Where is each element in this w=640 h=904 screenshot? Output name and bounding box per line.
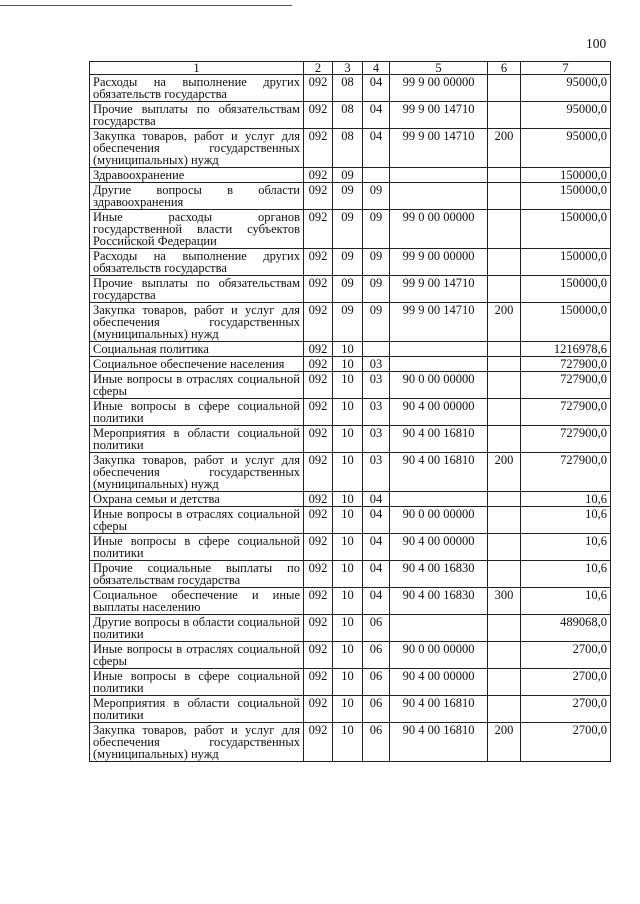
table-row xyxy=(90,249,611,276)
expense-name-cell: Социальное обеспечение населения xyxy=(90,357,304,372)
amount-cell: 489068,0 xyxy=(521,615,611,642)
section-code-cell: 10 xyxy=(333,372,363,399)
subsection-code-cell: 09 xyxy=(363,303,390,342)
subsection-code-cell: 04 xyxy=(363,129,390,168)
amount-cell: 10,6 xyxy=(521,507,611,534)
ministry-code-cell: 092 xyxy=(304,453,333,492)
target-article-cell: 90 4 00 00000 xyxy=(390,534,488,561)
subsection-code-cell: 06 xyxy=(363,696,390,723)
expense-name-cell: Здравоохранение xyxy=(90,168,304,183)
subsection-code-cell: 04 xyxy=(363,534,390,561)
table-row xyxy=(90,453,611,492)
table-header-row xyxy=(90,62,611,75)
section-code-cell: 10 xyxy=(333,723,363,762)
target-article-cell: 99 9 00 14710 xyxy=(390,129,488,168)
ministry-code-cell: 092 xyxy=(304,183,333,210)
column-header-5: 5 xyxy=(390,62,488,75)
expense-type-cell xyxy=(488,669,521,696)
ministry-code-cell: 092 xyxy=(304,303,333,342)
expense-name-cell: Охрана семьи и детства xyxy=(90,492,304,507)
section-code-cell: 08 xyxy=(333,129,363,168)
ministry-code-cell: 092 xyxy=(304,399,333,426)
section-code-cell: 09 xyxy=(333,276,363,303)
target-article-cell xyxy=(390,342,488,357)
subsection-code-cell: 09 xyxy=(363,276,390,303)
subsection-code-cell: 09 xyxy=(363,183,390,210)
section-code-cell: 10 xyxy=(333,696,363,723)
target-article-cell xyxy=(390,492,488,507)
section-code-cell: 08 xyxy=(333,102,363,129)
target-article-cell xyxy=(390,615,488,642)
header-rule xyxy=(0,5,292,6)
expense-type-cell xyxy=(488,249,521,276)
expense-type-cell xyxy=(488,696,521,723)
section-code-cell: 10 xyxy=(333,357,363,372)
amount-cell: 95000,0 xyxy=(521,129,611,168)
expense-name-cell: Закупка товаров, работ и услуг для обеспечения государственных (муниципальных) нужд xyxy=(90,129,304,168)
expense-name-cell: Социальная политика xyxy=(90,342,304,357)
amount-cell: 727900,0 xyxy=(521,426,611,453)
section-code-cell: 10 xyxy=(333,426,363,453)
section-code-cell: 10 xyxy=(333,642,363,669)
target-article-cell: 90 0 00 00000 xyxy=(390,642,488,669)
ministry-code-cell: 092 xyxy=(304,507,333,534)
target-article-cell: 90 4 00 00000 xyxy=(390,669,488,696)
ministry-code-cell: 092 xyxy=(304,534,333,561)
ministry-code-cell: 092 xyxy=(304,642,333,669)
expense-name-cell: Другие вопросы в области социальной политики xyxy=(90,615,304,642)
table-row xyxy=(90,372,611,399)
subsection-code-cell: 09 xyxy=(363,210,390,249)
expense-name-cell: Расходы на выполнение других обязательств государства xyxy=(90,75,304,102)
expense-name-cell: Прочие выплаты по обязательствам государства xyxy=(90,276,304,303)
table-row xyxy=(90,342,611,357)
amount-cell: 727900,0 xyxy=(521,399,611,426)
expense-type-cell xyxy=(488,168,521,183)
amount-cell: 727900,0 xyxy=(521,372,611,399)
table-row xyxy=(90,399,611,426)
subsection-code-cell: 03 xyxy=(363,453,390,492)
expense-type-cell: 200 xyxy=(488,723,521,762)
subsection-code-cell: 06 xyxy=(363,669,390,696)
table-row xyxy=(90,357,611,372)
ministry-code-cell: 092 xyxy=(304,588,333,615)
section-code-cell: 08 xyxy=(333,75,363,102)
expense-type-cell xyxy=(488,372,521,399)
expense-name-cell: Иные вопросы в сфере социальной политики xyxy=(90,534,304,561)
target-article-cell: 99 9 00 00000 xyxy=(390,249,488,276)
ministry-code-cell: 092 xyxy=(304,615,333,642)
ministry-code-cell: 092 xyxy=(304,492,333,507)
column-header-6: 6 xyxy=(488,62,521,75)
target-article-cell: 99 9 00 14710 xyxy=(390,303,488,342)
table-row xyxy=(90,534,611,561)
ministry-code-cell: 092 xyxy=(304,276,333,303)
amount-cell: 727900,0 xyxy=(521,357,611,372)
expense-type-cell xyxy=(488,534,521,561)
amount-cell: 95000,0 xyxy=(521,75,611,102)
subsection-code-cell xyxy=(363,168,390,183)
target-article-cell: 99 9 00 14710 xyxy=(390,276,488,303)
table-body xyxy=(90,75,611,762)
expense-name-cell: Иные расходы органов государственной власти субъектов Российской Федерации xyxy=(90,210,304,249)
table-row xyxy=(90,168,611,183)
subsection-code-cell: 09 xyxy=(363,249,390,276)
ministry-code-cell: 092 xyxy=(304,102,333,129)
table-row xyxy=(90,696,611,723)
table-row xyxy=(90,276,611,303)
amount-cell: 150000,0 xyxy=(521,210,611,249)
expense-name-cell: Мероприятия в области социальной политики xyxy=(90,696,304,723)
table-row xyxy=(90,588,611,615)
column-header-1: 1 xyxy=(90,62,304,75)
table-row xyxy=(90,426,611,453)
ministry-code-cell: 092 xyxy=(304,75,333,102)
ministry-code-cell: 092 xyxy=(304,723,333,762)
table-row xyxy=(90,492,611,507)
subsection-code-cell: 06 xyxy=(363,642,390,669)
target-article-cell: 99 9 00 00000 xyxy=(390,75,488,102)
section-code-cell: 10 xyxy=(333,399,363,426)
expense-name-cell: Мероприятия в области социальной политики xyxy=(90,426,304,453)
section-code-cell: 10 xyxy=(333,492,363,507)
section-code-cell: 09 xyxy=(333,168,363,183)
table-row xyxy=(90,303,611,342)
subsection-code-cell: 04 xyxy=(363,561,390,588)
expense-type-cell xyxy=(488,642,521,669)
expense-name-cell: Иные вопросы в сфере социальной политики xyxy=(90,399,304,426)
target-article-cell: 90 0 00 00000 xyxy=(390,372,488,399)
target-article-cell: 90 4 00 16830 xyxy=(390,588,488,615)
expense-type-cell xyxy=(488,507,521,534)
section-code-cell: 09 xyxy=(333,210,363,249)
amount-cell: 150000,0 xyxy=(521,168,611,183)
table-row xyxy=(90,183,611,210)
expense-type-cell: 300 xyxy=(488,588,521,615)
ministry-code-cell: 092 xyxy=(304,357,333,372)
ministry-code-cell: 092 xyxy=(304,129,333,168)
table-row xyxy=(90,669,611,696)
amount-cell: 150000,0 xyxy=(521,249,611,276)
expense-type-cell xyxy=(488,276,521,303)
amount-cell: 2700,0 xyxy=(521,696,611,723)
ministry-code-cell: 092 xyxy=(304,249,333,276)
target-article-cell: 99 0 00 00000 xyxy=(390,210,488,249)
column-header-7: 7 xyxy=(521,62,611,75)
expense-type-cell xyxy=(488,615,521,642)
target-article-cell: 90 4 00 16810 xyxy=(390,696,488,723)
ministry-code-cell: 092 xyxy=(304,168,333,183)
table-row xyxy=(90,615,611,642)
column-header-3: 3 xyxy=(333,62,363,75)
expense-name-cell: Закупка товаров, работ и услуг для обеспечения государственных (муниципальных) нужд xyxy=(90,723,304,762)
target-article-cell: 99 9 00 14710 xyxy=(390,102,488,129)
expense-type-cell xyxy=(488,399,521,426)
amount-cell: 10,6 xyxy=(521,534,611,561)
section-code-cell: 10 xyxy=(333,588,363,615)
section-code-cell: 10 xyxy=(333,669,363,696)
section-code-cell: 09 xyxy=(333,249,363,276)
subsection-code-cell: 04 xyxy=(363,75,390,102)
amount-cell: 10,6 xyxy=(521,492,611,507)
section-code-cell: 10 xyxy=(333,561,363,588)
subsection-code-cell: 06 xyxy=(363,723,390,762)
expense-name-cell: Иные вопросы в отраслях социальной сферы xyxy=(90,372,304,399)
subsection-code-cell: 03 xyxy=(363,399,390,426)
expense-name-cell: Прочие социальные выплаты по обязательствам государства xyxy=(90,561,304,588)
section-code-cell: 09 xyxy=(333,303,363,342)
amount-cell: 150000,0 xyxy=(521,183,611,210)
amount-cell: 727900,0 xyxy=(521,453,611,492)
table-row xyxy=(90,129,611,168)
expense-type-cell xyxy=(488,342,521,357)
amount-cell: 2700,0 xyxy=(521,723,611,762)
table-row xyxy=(90,102,611,129)
target-article-cell xyxy=(390,357,488,372)
expense-type-cell xyxy=(488,492,521,507)
ministry-code-cell: 092 xyxy=(304,210,333,249)
subsection-code-cell: 04 xyxy=(363,588,390,615)
table-row xyxy=(90,561,611,588)
expense-type-cell: 200 xyxy=(488,129,521,168)
amount-cell: 150000,0 xyxy=(521,276,611,303)
target-article-cell: 90 4 00 00000 xyxy=(390,399,488,426)
table-row xyxy=(90,642,611,669)
ministry-code-cell: 092 xyxy=(304,696,333,723)
subsection-code-cell: 03 xyxy=(363,372,390,399)
target-article-cell: 90 0 00 00000 xyxy=(390,507,488,534)
ministry-code-cell: 092 xyxy=(304,372,333,399)
target-article-cell: 90 4 00 16830 xyxy=(390,561,488,588)
ministry-code-cell: 092 xyxy=(304,342,333,357)
amount-cell: 10,6 xyxy=(521,561,611,588)
amount-cell: 2700,0 xyxy=(521,669,611,696)
section-code-cell: 10 xyxy=(333,615,363,642)
expense-type-cell: 200 xyxy=(488,453,521,492)
target-article-cell xyxy=(390,168,488,183)
expense-name-cell: Иные вопросы в отраслях социальной сферы xyxy=(90,642,304,669)
budget-table xyxy=(89,61,611,762)
amount-cell: 1216978,6 xyxy=(521,342,611,357)
section-code-cell: 10 xyxy=(333,453,363,492)
table-row xyxy=(90,507,611,534)
expense-name-cell: Закупка товаров, работ и услуг для обеспечения государственных (муниципальных) нужд xyxy=(90,453,304,492)
section-code-cell: 10 xyxy=(333,507,363,534)
target-article-cell: 90 4 00 16810 xyxy=(390,426,488,453)
subsection-code-cell: 04 xyxy=(363,102,390,129)
amount-cell: 2700,0 xyxy=(521,642,611,669)
expense-name-cell: Социальное обеспечение и иные выплаты населению xyxy=(90,588,304,615)
amount-cell: 10,6 xyxy=(521,588,611,615)
subsection-code-cell xyxy=(363,342,390,357)
table-row xyxy=(90,723,611,762)
expense-name-cell: Иные вопросы в отраслях социальной сферы xyxy=(90,507,304,534)
expense-type-cell xyxy=(488,426,521,453)
column-header-4: 4 xyxy=(363,62,390,75)
ministry-code-cell: 092 xyxy=(304,669,333,696)
expense-name-cell: Другие вопросы в области здравоохранения xyxy=(90,183,304,210)
expense-name-cell: Расходы на выполнение других обязательств государства xyxy=(90,249,304,276)
target-article-cell xyxy=(390,183,488,210)
expense-type-cell xyxy=(488,357,521,372)
section-code-cell: 10 xyxy=(333,342,363,357)
expense-type-cell: 200 xyxy=(488,303,521,342)
expense-name-cell: Иные вопросы в сфере социальной политики xyxy=(90,669,304,696)
expense-type-cell xyxy=(488,183,521,210)
ministry-code-cell: 092 xyxy=(304,561,333,588)
subsection-code-cell: 03 xyxy=(363,357,390,372)
page-number: 100 xyxy=(586,36,607,51)
expense-name-cell: Прочие выплаты по обязательствам государства xyxy=(90,102,304,129)
ministry-code-cell: 092 xyxy=(304,426,333,453)
expense-type-cell xyxy=(488,210,521,249)
table-row xyxy=(90,210,611,249)
amount-cell: 150000,0 xyxy=(521,303,611,342)
column-header-2: 2 xyxy=(304,62,333,75)
target-article-cell: 90 4 00 16810 xyxy=(390,723,488,762)
section-code-cell: 09 xyxy=(333,183,363,210)
expense-type-cell xyxy=(488,561,521,588)
expense-type-cell xyxy=(488,75,521,102)
subsection-code-cell: 03 xyxy=(363,426,390,453)
section-code-cell: 10 xyxy=(333,534,363,561)
table-row xyxy=(90,75,611,102)
subsection-code-cell: 06 xyxy=(363,615,390,642)
expense-name-cell: Закупка товаров, работ и услуг для обеспечения государственных (муниципальных) нужд xyxy=(90,303,304,342)
target-article-cell: 90 4 00 16810 xyxy=(390,453,488,492)
subsection-code-cell: 04 xyxy=(363,507,390,534)
amount-cell: 95000,0 xyxy=(521,102,611,129)
expense-type-cell xyxy=(488,102,521,129)
subsection-code-cell: 04 xyxy=(363,492,390,507)
